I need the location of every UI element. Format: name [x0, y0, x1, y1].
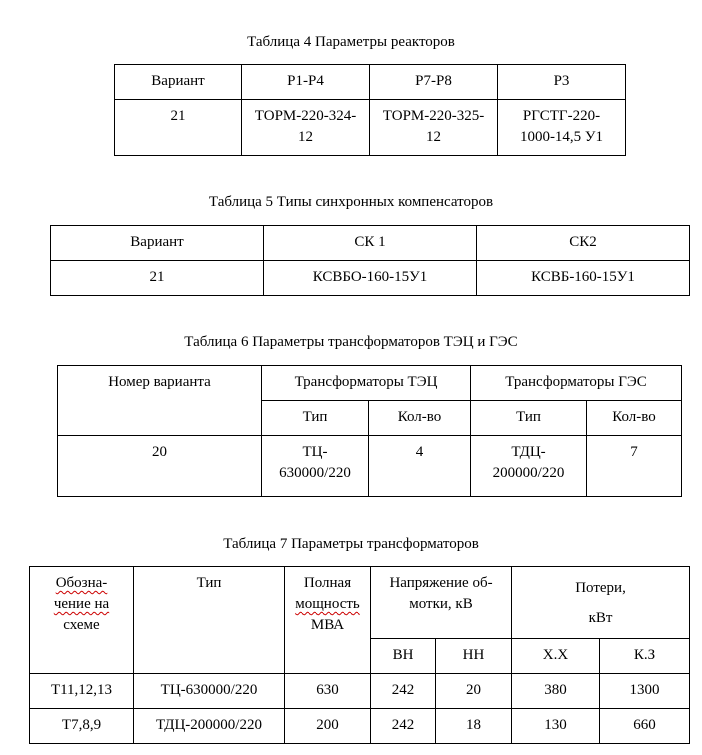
header-cell: СК 1 — [264, 226, 477, 261]
table4-caption: Таблица 4 Параметры реакторов — [247, 34, 455, 50]
table-cell: 20 — [436, 674, 512, 709]
header-cell: СК2 — [477, 226, 690, 261]
table6-caption: Таблица 6 Параметры трансформаторов ТЭЦ и ГЭС — [184, 334, 518, 350]
cell-line: ТЦ- — [302, 444, 328, 460]
cell-line: ТДЦ- — [511, 444, 546, 460]
header-line: МВА — [310, 617, 345, 633]
subheader-cell: К.З — [600, 639, 690, 674]
cell-line: 12 — [426, 129, 441, 145]
transformer-parameters-table — [29, 566, 690, 744]
subheader-cell: Х.Х — [512, 639, 600, 674]
subheader-cell: ВН — [371, 639, 436, 674]
table5-caption: Таблица 5 Типы синхронных компенсаторов — [208, 194, 494, 210]
table-cell — [370, 100, 498, 156]
header-line: Обозна- — [55, 575, 108, 591]
table-cell: ТЦ-630000/220 — [134, 674, 285, 709]
cell-line: 12 — [298, 129, 313, 145]
table-cell: 1300 — [600, 674, 690, 709]
table-cell: 630 — [285, 674, 371, 709]
header-cell: Трансформаторы ТЭЦ — [262, 366, 471, 401]
table7-caption: Таблица 7 Параметры трансформаторов — [223, 536, 479, 552]
header-cell: Тип — [134, 567, 285, 674]
header-line: Напряжение об- — [389, 575, 493, 591]
cell-line: ТОРМ-220-324- — [254, 108, 357, 124]
cell-line: 1000-14,5 У1 — [519, 129, 604, 145]
header-line: чение на — [53, 596, 110, 612]
table-row — [30, 674, 690, 709]
header-cell: Трансформаторы ГЭС — [471, 366, 682, 401]
subheader-cell: Кол-во — [587, 401, 682, 436]
table-cell: ТДЦ-200000/220 — [134, 709, 285, 744]
header-line: мотки, кВ — [409, 596, 473, 612]
table-cell — [242, 100, 370, 156]
reactor-parameters-table — [114, 64, 626, 156]
header-cell: Вариант — [51, 226, 264, 261]
header-cell — [371, 567, 512, 639]
tec-ges-transformers-table — [57, 365, 682, 497]
cell-line: ТОРМ-220-325- — [382, 108, 485, 124]
header-line: Полная — [303, 575, 352, 591]
table-row — [30, 709, 690, 744]
table-cell — [262, 436, 369, 497]
table-cell: 7 — [587, 436, 682, 497]
table-cell — [498, 100, 626, 156]
header-line: схеме — [63, 617, 100, 633]
subheader-cell: Тип — [471, 401, 587, 436]
header-line: кВт — [588, 610, 613, 626]
table-cell: 21 — [51, 261, 264, 296]
header-cell: Р3 — [498, 65, 626, 100]
table-cell: КСВБ-160-15У1 — [477, 261, 690, 296]
table-cell: 660 — [600, 709, 690, 744]
table-cell: КСВБО-160-15У1 — [264, 261, 477, 296]
subheader-cell: Тип — [262, 401, 369, 436]
table-cell: Т7,8,9 — [30, 709, 134, 744]
header-cell — [30, 567, 134, 674]
table-cell: 242 — [371, 674, 436, 709]
table-cell: 4 — [369, 436, 471, 497]
table-cell: 130 — [512, 709, 600, 744]
header-cell: Р7-Р8 — [370, 65, 498, 100]
header-cell — [512, 567, 690, 639]
header-line: Потери, — [575, 580, 626, 596]
table-cell: 20 — [58, 436, 262, 497]
header-line: мощность — [295, 596, 360, 612]
header-cell — [285, 567, 371, 674]
table-cell: 242 — [371, 709, 436, 744]
header-cell: Р1-Р4 — [242, 65, 370, 100]
table-cell — [471, 436, 587, 497]
header-cell: Номер варианта — [58, 366, 262, 436]
table-cell: Т11,12,13 — [30, 674, 134, 709]
subheader-cell: Кол-во — [369, 401, 471, 436]
cell-line: РГСТГ-220- — [522, 108, 601, 124]
table-cell: 18 — [436, 709, 512, 744]
table-cell: 200 — [285, 709, 371, 744]
subheader-cell: НН — [436, 639, 512, 674]
table-cell: 21 — [115, 100, 242, 156]
table-cell: 380 — [512, 674, 600, 709]
cell-line: 630000/220 — [279, 465, 351, 481]
header-cell: Вариант — [115, 65, 242, 100]
cell-line: 200000/220 — [492, 465, 565, 481]
synchronous-compensators-table — [50, 225, 690, 296]
